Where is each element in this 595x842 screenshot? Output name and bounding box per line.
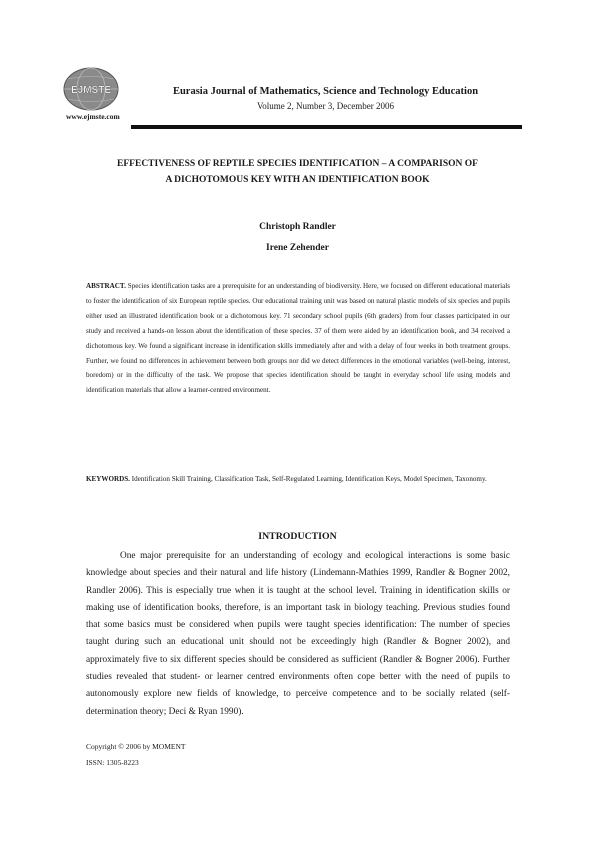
issn-number: ISSN: 1305-8223 bbox=[86, 758, 139, 767]
author-1: Christoph Randler bbox=[259, 222, 336, 232]
keywords-text: Identification Skill Training, Classification Task, Self-Regulated Learning, Identification Keys, Model Specimen, Taxonomy. bbox=[131, 475, 487, 483]
keywords-label: KEYWORDS. bbox=[86, 475, 130, 483]
journal-logo bbox=[62, 66, 120, 112]
header-rule bbox=[131, 125, 522, 129]
journal-name: Eurasia Journal of Mathematics, Science and Technology Education bbox=[172, 86, 479, 97]
introduction-heading: INTRODUCTION bbox=[258, 531, 337, 542]
title-line-2: A DICHOTOMOUS KEY WITH AN IDENTIFICATION BOOK bbox=[165, 175, 430, 185]
introduction-paragraph: One major prerequisite for an understanding of ecology and ecological interactions is some basic knowledge about species and their natural and life history (Lindemann-Mathies 1999, Randler & Bogner 2002, Randler 2006). This is especially true when it is taught at the school level. Training in identification skills or making use of identification books, therefore, is an important task in biology teaching. Previous studies found that some basics must be considered when pupils were taught species identification: The number of species taught during such an educational unit should not be exceedingly high (Randler & Bogner 2002), and approximately five to six different species should be considered as sufficient (Randler & Bogner 2006). Further studies revealed that student- or learner centred environments often cope better with the need of pupils to autonomously explore new fields of knowledge, to perceive competence and to be socially related (self-determination theory; Deci & Ryan 1990). bbox=[86, 551, 510, 717]
paper-title bbox=[70, 156, 525, 188]
author-2: Irene Zehender bbox=[266, 243, 329, 253]
globe-logo-icon bbox=[62, 66, 120, 112]
copyright-notice: Copyright © 2006 by MOMENT bbox=[86, 742, 186, 751]
journal-website[interactable]: www.ejmste.com bbox=[66, 112, 120, 121]
keywords bbox=[86, 472, 510, 487]
abstract-text: Species identification tasks are a prerequisite for an understanding of biodiversity. Here, we focused on different educational materials to foster the identification of six European reptile species. Our educational training unit was based on natural plastic models of six species and pupils either used an illustrated identification book or a dichotomous key. 71 secondary school pupils (6th graders) from four classes participated in our study and received a hands-on lesson about the identification of these species. 37 of them were aided by an identification book, and 34 received a dichotomous key. We found a significant increase in identification skills immediately after and with a delay of four weeks in both treatment groups. Further, we found no differences in achievement between both groups nor did we detect differences in the emotional variables (well-being, interest, boredom) or in the difficulty of the task. We propose that species identification should be taught in everyday school life using models and identification materials that allow a learner-centred environment. bbox=[86, 282, 510, 395]
title-line-1: EFFECTIVENESS OF REPTILE SPECIES IDENTIFICATION – A COMPARISON OF bbox=[117, 159, 478, 169]
logo-wordmark: EJMSTE bbox=[70, 85, 112, 96]
abstract bbox=[86, 279, 510, 398]
journal-issue: Volume 2, Number 3, December 2006 bbox=[256, 101, 395, 111]
abstract-label: ABSTRACT. bbox=[86, 282, 126, 290]
